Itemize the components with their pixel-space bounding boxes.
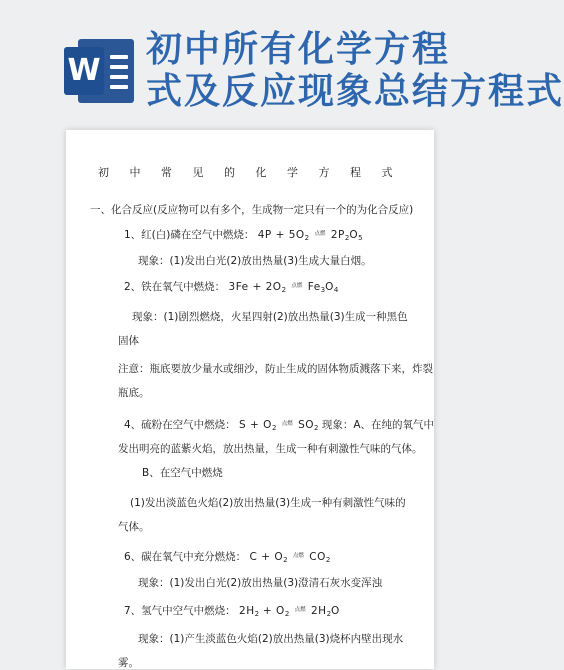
word-document-icon: [64, 39, 134, 103]
phenomenon-sulfur-oxygen: 发出明亮的蓝紫火焰，放出热量，生成一种有刺激性气味的气体。: [118, 443, 423, 455]
equation-reactants: 4P + 5O: [257, 229, 305, 241]
equation-product: CO: [309, 551, 326, 563]
subscript: 2: [254, 610, 260, 618]
subscript: 4: [333, 286, 339, 294]
subscript: 2: [304, 234, 310, 242]
banner-header: [0, 0, 564, 118]
phenomenon-sulfur-air-line2: 气体。: [118, 521, 150, 533]
reaction-condition: 点燃: [281, 421, 293, 427]
phenomenon-sulfur-intro: 现象：A、在纯的氧气中: [321, 419, 435, 431]
equation-carbon: [124, 550, 330, 567]
equation-reactants: C + O: [249, 551, 284, 563]
equation-reactants: 2H: [239, 605, 255, 617]
phenomenon-carbon: 现象：(1)发出白光(2)放出热量(3)澄清石灰水变浑浊: [138, 577, 383, 589]
equation-product-part: O: [331, 605, 340, 617]
phenomenon-iron-line1: 现象：(1)剧烈燃烧，火星四射(2)放出热量(3)生成一种黑色: [132, 311, 408, 323]
subscript: 2: [271, 424, 277, 432]
equation-sulfur: [124, 418, 434, 435]
reaction-condition: 点燃: [291, 283, 303, 289]
equation-reactants-part: + O: [259, 605, 285, 617]
note-line2: 瓶底。: [118, 387, 150, 399]
equation-phosphorus: [124, 228, 363, 245]
equation-label: 4、硫粉在空气中燃烧：: [124, 419, 236, 431]
equation-reactants: 3Fe + 2O: [228, 281, 282, 293]
equation-label: 1、红(白)磷在空气中燃烧：: [124, 229, 255, 241]
phenomenon-phosphorus: 现象：(1)发出白光(2)放出热量(3)生成大量白烟。: [138, 255, 372, 267]
reaction-condition: 点燃: [314, 231, 326, 237]
section-compound-reaction: 一、化合反应(反应物可以有多个，生成物一定只有一个的为化合反应): [90, 204, 414, 216]
equation-label: 6、碳在氧气中充分燃烧：: [124, 551, 247, 563]
note-line1: 注意：瓶底要放少量水或细沙，防止生成的固体物质溅落下来，炸裂: [118, 363, 433, 375]
equation-product: 2H: [311, 605, 327, 617]
document-heading: 初中常见的化学方程式: [98, 166, 413, 179]
subscript: 2: [281, 286, 287, 294]
subscript: 2: [325, 556, 331, 564]
subscript: 2: [284, 610, 290, 618]
phenomenon-sulfur-air-line1: (1)发出淡蓝色火焰(2)放出热量(3)生成一种有刺激性气味的: [130, 497, 406, 509]
equation-reactants: S + O: [239, 419, 272, 431]
subscript: 2: [314, 424, 319, 432]
equation-product-part: O: [325, 281, 334, 293]
word-icon-letter: W: [64, 47, 104, 95]
subscript: 2: [326, 610, 332, 618]
equation-product: SO: [298, 419, 315, 431]
reaction-condition: 点燃: [294, 607, 306, 613]
phenomenon-iron-line2: 固体: [118, 335, 139, 347]
equation-product: 2P: [330, 229, 345, 241]
banner-title-line2: 式及反应现象总结方程式: [146, 71, 564, 112]
equation-hydrogen: [124, 604, 340, 621]
phenomenon-sulfur-air-title: B、在空气中燃烧: [142, 467, 223, 479]
reaction-condition: 点燃: [292, 553, 304, 559]
subscript: 3: [320, 286, 326, 294]
phenomenon-hydrogen-line2: 雾。: [118, 657, 139, 669]
subscript: 2: [283, 556, 288, 564]
equation-product: Fe: [307, 281, 321, 293]
subscript: 5: [358, 234, 363, 242]
equation-iron: [124, 280, 338, 297]
subscript: 2: [344, 234, 350, 242]
banner-title-line1: 初中所有化学方程: [146, 29, 451, 70]
equation-label: 7、氢气中空气中燃烧：: [124, 605, 236, 617]
equation-label: 2、铁在氧气中燃烧：: [124, 281, 226, 293]
equation-product-part: O: [349, 229, 359, 241]
phenomenon-hydrogen-line1: 现象：(1)产生淡蓝色火焰(2)放出热量(3)烧杯内壁出现水: [138, 633, 404, 645]
document-page: [66, 130, 434, 669]
